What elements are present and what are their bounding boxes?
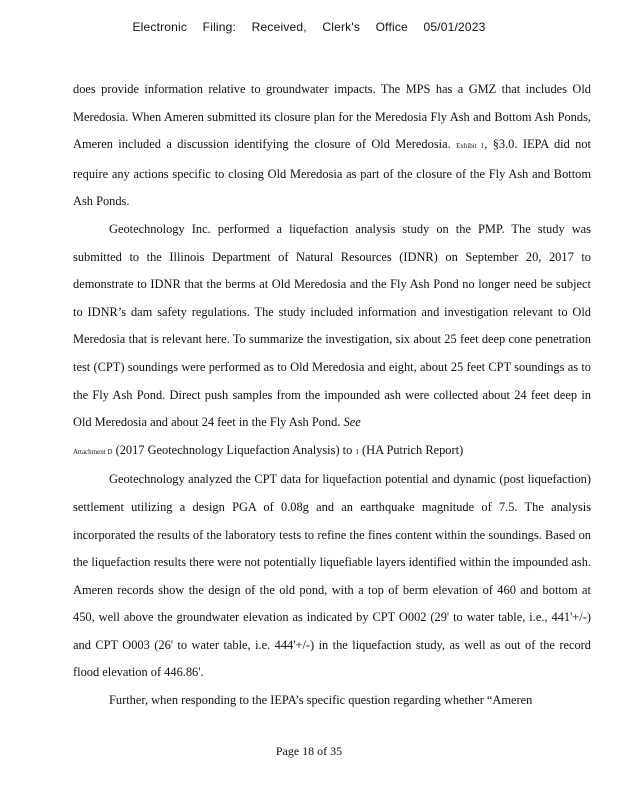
header-word: Electronic [132,20,188,34]
paragraph-text: (HA Putrich Report) [358,442,464,457]
page-number: Page 18 of 35 [275,744,343,758]
paragraph-text: Further, when responding to the IEPA’s specific question regarding whether “Ameren [109,693,533,708]
attachment-reference: Attachment D [73,447,113,456]
header-word: Office [375,20,408,34]
see-signal: See [343,415,361,430]
paragraph-text: (2017 Geotechnology Liquefaction Analysis) to [112,442,356,457]
exhibit-reference: Exhibit 1 [456,142,485,151]
paragraph [73,687,591,715]
header-date: 05/01/2023 [423,20,486,34]
filing-stamp-header [0,20,618,34]
attachment-number: 1 [355,447,359,456]
header-word: Filing: [202,20,237,34]
paragraph-text: does provide information relative to groundwater impacts. The MPS has a GMZ that includes Old Meredosia. When Ameren submitted its closure plan for the Meredosia Fly Ash and Bottom Ash Ponds, Ameren included a discussion identifying the closure of Old Meredosia. [73,82,591,152]
paragraph-text: , §3.0. IEPA did not require any actions specific to closing Old Meredosia as part of the closure of the Fly Ash and Bottom Ash Ponds. [73,137,591,209]
paragraph [73,466,591,687]
document-body [73,76,591,715]
paragraph-text: Geotechnology Inc. performed a liquefaction analysis study on the PMP. The study was submitted to the Illinois Department of Natural Resources (IDNR) on September 20, 2017 to demonstrate to IDNR that the berms at Old Meredosia and the Fly Ash Pond no longer need be subject to IDNR’s dam safety regulations. The study included information and investigation relevant to Old Meredosia that is relevant here. To summarize the investigation, six about 25 feet deep cone penetration test (CPT) soundings were performed as to Old Meredosia and eight, about 25 feet CPT soundings as to the Fly Ash Pond. Direct push samples from the impounded ash were collected about 24 feet deep in Old Meredosia and about 24 feet in the Fly Ash Pond. [73,221,591,430]
header-word: Received, [251,20,307,34]
paragraph-text: Geotechnology analyzed the CPT data for liquefaction potential and dynamic (post liquefaction) settlement utilizing a design PGA of 0.08g and an earthquake magnitude of 7.5. The analysis incorporated the results of the laboratory tests to refine the fines content within the soundings. Based on the liquefaction results there were not potentially liquefiable layers identified within the impounded ash. Ameren records show the design of the old pond, with a top of berm elevation of 460 and bottom at 450, well above the groundwater elevation as indicated by CPT O002 (29' to water table, i.e., 441'+/-) and CPT O003 (26' to water table, i.e. 444'+/-) in the liquefaction study, as well as out of the record flood elevation of 446.86'. [73,472,591,680]
paragraph [73,216,591,466]
header-word: Clerk's [322,20,361,34]
paragraph [73,76,591,216]
